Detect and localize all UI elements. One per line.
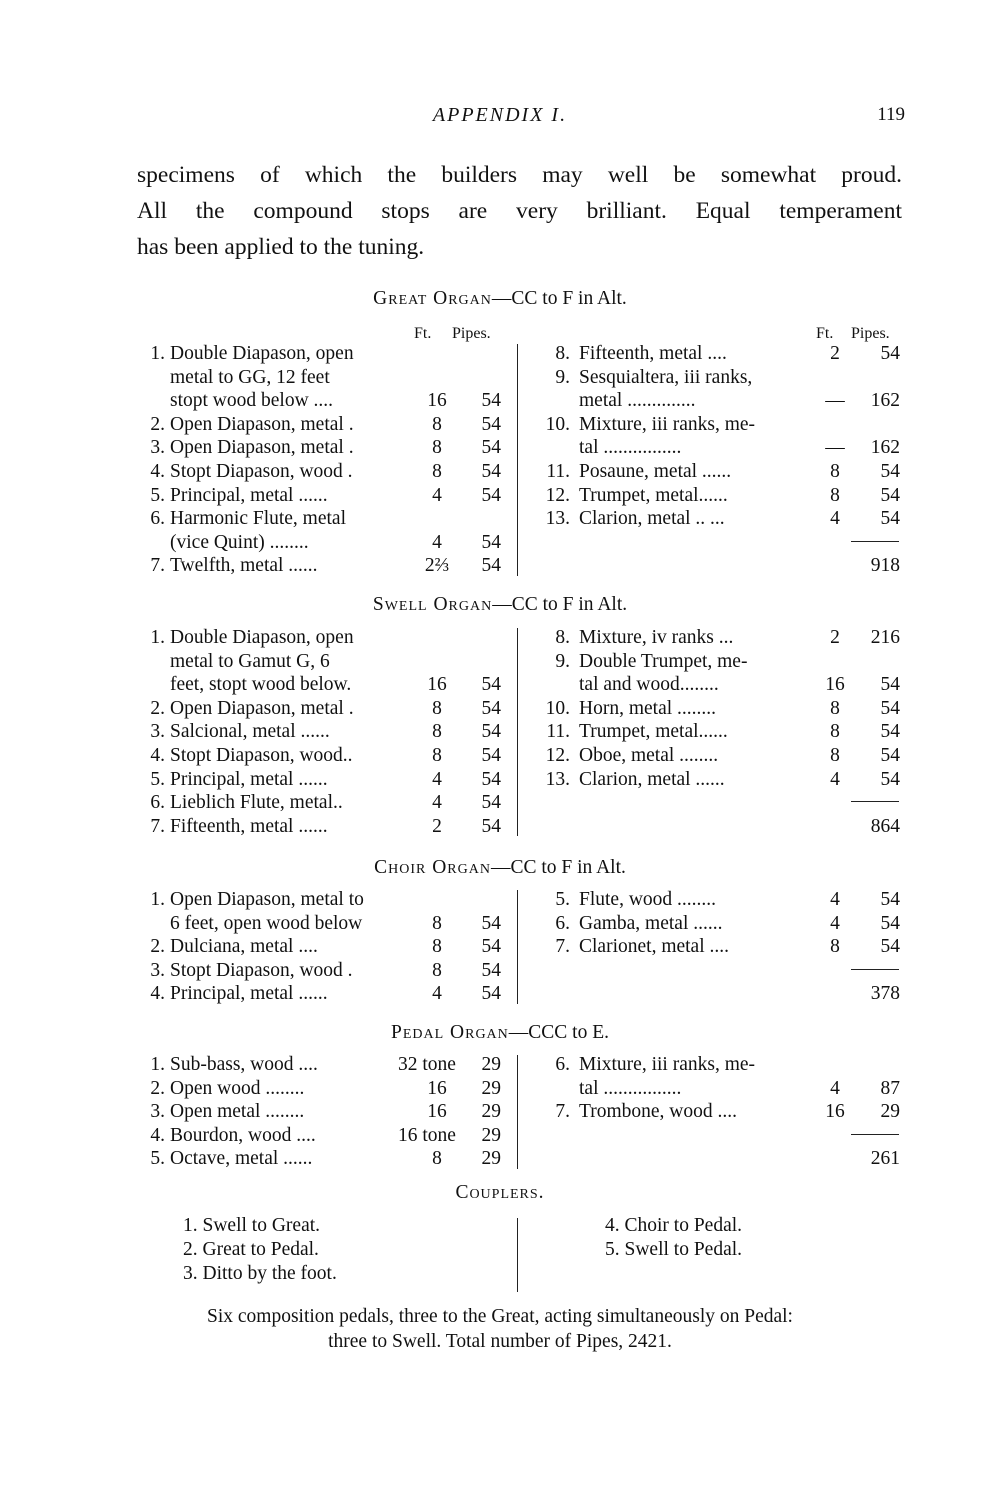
stop-name: tal ................ bbox=[579, 1077, 682, 1099]
pedal-stop-row bbox=[0, 1100, 1000, 1124]
stop-name: 6 feet, open wood below bbox=[170, 912, 363, 934]
stop-number: 10. bbox=[545, 413, 570, 435]
stop-number: 4. bbox=[150, 983, 165, 1005]
stop-name: Double Trumpet, me- bbox=[579, 650, 748, 672]
great-stop-row bbox=[0, 531, 1000, 555]
coupler-item: 2. Great to Pedal. bbox=[183, 1239, 319, 1260]
stop-number: 1. bbox=[150, 1054, 165, 1075]
pedal-column-divider bbox=[517, 1055, 518, 1169]
pedal-stop-row bbox=[0, 1077, 1000, 1101]
stop-number: 2. bbox=[150, 413, 165, 435]
col-ft-left: Ft. bbox=[414, 325, 432, 342]
stop-feet: — bbox=[825, 437, 845, 459]
col-pipes-right: Pipes. bbox=[851, 325, 890, 342]
stop-name: Principal, metal ...... bbox=[170, 983, 328, 1005]
stop-feet: 8 bbox=[432, 697, 442, 719]
stop-name: Open metal ........ bbox=[170, 1101, 305, 1123]
intro-line: has been applied to the tuning. bbox=[137, 234, 425, 260]
great-organ-heading: Great Organ—CC to F in Alt. bbox=[373, 288, 627, 309]
stop-feet: 4 bbox=[830, 1077, 840, 1099]
stop-number: 11. bbox=[546, 721, 570, 743]
stop-pipes: 54 bbox=[481, 983, 501, 1005]
great-stop-row bbox=[0, 366, 1000, 390]
stop-feet: 8 bbox=[432, 936, 442, 958]
stop-feet: 16 bbox=[427, 390, 447, 412]
stop-feet: 8 bbox=[830, 461, 840, 482]
stop-feet: — bbox=[825, 390, 845, 412]
choir-stop-row bbox=[0, 959, 1000, 983]
stop-pipes: 162 bbox=[870, 390, 900, 412]
stop-name: Mixture, iv ranks ... bbox=[579, 627, 734, 648]
stop-name: Dulciana, metal .... bbox=[170, 936, 318, 958]
stop-name: Mixture, iii ranks, me- bbox=[579, 413, 756, 435]
stop-pipes: 54 bbox=[481, 461, 501, 482]
stop-feet: 8 bbox=[432, 437, 442, 459]
page-number: 119 bbox=[877, 104, 905, 125]
great-stop-row bbox=[0, 342, 1000, 366]
couplers-divider bbox=[517, 1218, 518, 1292]
stop-number: 7. bbox=[555, 1101, 570, 1123]
stop-number: 9. bbox=[555, 650, 570, 672]
stop-name: Horn, metal ........ bbox=[579, 697, 717, 719]
stop-number: 3. bbox=[150, 721, 165, 743]
stop-number: 13. bbox=[545, 508, 570, 530]
stop-number: 1. bbox=[150, 627, 165, 648]
stop-pipes: 54 bbox=[880, 343, 900, 364]
stop-name: (vice Quint) ........ bbox=[170, 531, 309, 553]
stop-pipes: 54 bbox=[481, 390, 501, 412]
great-stop-row bbox=[0, 413, 1000, 437]
couplers-right-list bbox=[605, 1214, 742, 1262]
stop-number: 2. bbox=[150, 1077, 165, 1099]
stop-name: feet, stopt wood below. bbox=[170, 674, 352, 696]
stop-pipes: 54 bbox=[481, 484, 501, 506]
stop-name: Open Diapason, metal . bbox=[170, 697, 354, 719]
stop-name: Gamba, metal ...... bbox=[579, 912, 723, 934]
stop-feet: 8 bbox=[432, 959, 442, 981]
stop-pipes: 54 bbox=[880, 745, 900, 766]
stop-pipes: 54 bbox=[880, 697, 900, 719]
choir-total-pipes: 378 bbox=[870, 983, 900, 1005]
stop-name: Stopt Diapason, wood . bbox=[170, 461, 353, 482]
stop-number: 12. bbox=[545, 484, 570, 506]
stop-name: metal .............. bbox=[579, 390, 696, 412]
intro-paragraph bbox=[137, 157, 902, 265]
stop-name: Sub-bass, wood .... bbox=[170, 1054, 318, 1075]
stop-name: Bourdon, wood .... bbox=[170, 1124, 316, 1146]
stop-name: Lieblich Flute, metal.. bbox=[170, 792, 343, 814]
stop-feet: 8 bbox=[432, 912, 442, 934]
swell-stop-row bbox=[0, 626, 1000, 650]
coupler-item: 5. Swell to Pedal. bbox=[605, 1239, 743, 1260]
stop-feet: 8 bbox=[830, 697, 840, 719]
stop-number: 3. bbox=[150, 1101, 165, 1123]
stop-number: 13. bbox=[545, 768, 570, 790]
stop-name: Mixture, iii ranks, me- bbox=[579, 1054, 756, 1075]
stop-pipes: 29 bbox=[481, 1124, 501, 1146]
stop-number: 4. bbox=[150, 1124, 165, 1146]
stop-feet: 16 bbox=[427, 1077, 447, 1099]
col-ft-right: Ft. bbox=[816, 325, 834, 342]
stop-name: Fifteenth, metal ...... bbox=[170, 815, 328, 837]
stop-pipes: 54 bbox=[880, 768, 900, 790]
stop-name: Trumpet, metal...... bbox=[579, 721, 728, 743]
stop-name: Trumpet, metal...... bbox=[579, 484, 728, 506]
stop-number: 7. bbox=[150, 555, 165, 577]
stop-number: 2. bbox=[150, 697, 165, 719]
stop-feet: 16 bbox=[427, 1101, 447, 1123]
stop-name: Double Diapason, open bbox=[170, 343, 354, 364]
pedal-organ-heading: Pedal Organ—CCC to E. bbox=[390, 1022, 610, 1043]
great-stop-row bbox=[0, 389, 1000, 413]
stop-number: 6. bbox=[150, 792, 165, 814]
stop-number: 1. bbox=[150, 343, 165, 364]
stop-name: Flute, wood ........ bbox=[579, 889, 717, 910]
choir-organ-heading: Choir Organ—CC to F in Alt. bbox=[374, 857, 626, 878]
stop-name: Principal, metal ...... bbox=[170, 484, 328, 506]
pedal-total-rule bbox=[851, 1134, 899, 1135]
stop-name: Oboe, metal ........ bbox=[579, 745, 719, 766]
stop-number: 12. bbox=[545, 745, 570, 766]
stop-pipes: 54 bbox=[481, 912, 501, 934]
stop-number: 1. bbox=[150, 889, 165, 910]
stop-number: 10. bbox=[545, 697, 570, 719]
stop-feet: 8 bbox=[830, 936, 840, 958]
swell-stop-row bbox=[0, 768, 1000, 792]
stop-feet: 8 bbox=[432, 721, 442, 743]
stop-feet: 8 bbox=[432, 1148, 442, 1170]
stop-pipes: 29 bbox=[481, 1148, 501, 1170]
stop-pipes: 54 bbox=[880, 936, 900, 958]
footer-line: Six composition pedals, three to the Great, acting simultaneously on Pedal: bbox=[207, 1306, 793, 1327]
stop-feet: 8 bbox=[432, 461, 442, 482]
stop-pipes: 54 bbox=[481, 413, 501, 435]
stop-name: Stopt Diapason, wood . bbox=[170, 959, 353, 981]
swell-stop-row bbox=[0, 650, 1000, 674]
stop-name: Harmonic Flute, metal bbox=[170, 508, 346, 530]
choir-total-rule bbox=[851, 969, 899, 970]
stop-name: Octave, metal ...... bbox=[170, 1148, 313, 1170]
stop-name: Twelfth, metal ...... bbox=[170, 555, 318, 577]
stop-number: 11. bbox=[546, 461, 570, 482]
coupler-item: 3. Ditto by the foot. bbox=[183, 1263, 337, 1284]
stop-feet: 4 bbox=[432, 768, 442, 790]
stop-name: Posaune, metal ...... bbox=[579, 461, 732, 482]
stop-number: 4. bbox=[150, 745, 165, 766]
choir-stop-row bbox=[0, 888, 1000, 912]
swell-stop-row bbox=[0, 720, 1000, 744]
swell-stop-row bbox=[0, 697, 1000, 721]
swell-total-rule bbox=[851, 801, 899, 802]
stop-pipes: 54 bbox=[880, 912, 900, 934]
stop-name: Open wood ........ bbox=[170, 1077, 305, 1099]
coupler-item: 4. Choir to Pedal. bbox=[605, 1215, 743, 1236]
stop-name: Trombone, wood .... bbox=[579, 1101, 737, 1123]
stop-number: 8. bbox=[555, 627, 570, 648]
stop-name: Open Diapason, metal . bbox=[170, 413, 354, 435]
stop-feet: 4 bbox=[432, 792, 442, 814]
stop-number: 5. bbox=[150, 484, 165, 506]
stop-feet: 4 bbox=[432, 983, 442, 1005]
pedal-total-pipes: 261 bbox=[870, 1148, 900, 1170]
couplers-left-list bbox=[183, 1214, 337, 1286]
footer-line: three to Swell. Total number of Pipes, 2421. bbox=[328, 1331, 672, 1352]
stop-pipes: 29 bbox=[481, 1101, 501, 1123]
stop-name: Double Diapason, open bbox=[170, 627, 354, 648]
stop-name: Fifteenth, metal .... bbox=[579, 343, 727, 364]
great-stop-row bbox=[0, 507, 1000, 531]
stop-feet: 4 bbox=[432, 531, 442, 553]
swell-stop-row bbox=[0, 744, 1000, 768]
swell-stop-row bbox=[0, 673, 1000, 697]
great-stop-row bbox=[0, 484, 1000, 508]
stop-feet: 8 bbox=[830, 484, 840, 506]
stop-pipes: 54 bbox=[481, 674, 501, 696]
swell-stop-row bbox=[0, 791, 1000, 815]
stop-feet: 4 bbox=[432, 484, 442, 506]
stop-feet: 8 bbox=[830, 721, 840, 743]
stop-feet: 16 bbox=[825, 674, 845, 696]
stop-pipes: 54 bbox=[481, 721, 501, 743]
stop-number: 7. bbox=[150, 815, 165, 837]
stop-feet: 16 tone bbox=[398, 1124, 456, 1146]
coupler-item: 1. Swell to Great. bbox=[183, 1215, 321, 1236]
stop-pipes: 54 bbox=[481, 531, 501, 553]
stop-pipes: 54 bbox=[880, 889, 900, 910]
choir-stop-row bbox=[0, 912, 1000, 936]
stop-feet: 16 bbox=[825, 1101, 845, 1123]
stop-feet: 4 bbox=[830, 508, 840, 530]
stop-number: 2. bbox=[150, 936, 165, 958]
stop-pipes: 87 bbox=[880, 1077, 900, 1099]
couplers-heading: Couplers. bbox=[455, 1182, 545, 1203]
stop-pipes: 216 bbox=[870, 627, 900, 648]
great-total-pipes: 918 bbox=[870, 555, 900, 577]
stop-pipes: 29 bbox=[481, 1054, 501, 1075]
stop-pipes: 54 bbox=[481, 768, 501, 790]
footer-note bbox=[0, 1304, 1000, 1354]
running-header-title: APPENDIX I. bbox=[432, 104, 568, 126]
choir-column-divider bbox=[517, 890, 518, 1004]
great-stop-row bbox=[0, 460, 1000, 484]
stop-name: Clarionet, metal .... bbox=[579, 936, 730, 958]
intro-line: All the compound stops are very brilliant. Equal temperament bbox=[137, 198, 902, 224]
stop-pipes: 54 bbox=[481, 555, 501, 577]
stop-feet: 4 bbox=[830, 912, 840, 934]
swell-column-divider bbox=[517, 628, 518, 836]
swell-organ-heading: Swell Organ—CC to F in Alt. bbox=[372, 594, 628, 615]
great-total-rule bbox=[851, 541, 899, 542]
stop-feet: 16 bbox=[427, 674, 447, 696]
stop-number: 6. bbox=[150, 508, 165, 530]
stop-name: Clarion, metal ...... bbox=[579, 768, 725, 790]
stop-pipes: 54 bbox=[481, 437, 501, 459]
stop-name: Principal, metal ...... bbox=[170, 768, 328, 790]
stop-number: 5. bbox=[150, 768, 165, 790]
stop-feet: 4 bbox=[830, 768, 840, 790]
stop-name: stopt wood below .... bbox=[170, 390, 334, 412]
stop-number: 6. bbox=[555, 912, 570, 934]
stop-feet: 2 bbox=[830, 343, 840, 364]
stop-pipes: 54 bbox=[481, 936, 501, 958]
stop-number: 3. bbox=[150, 437, 165, 459]
stop-name: metal to Gamut G, 6 bbox=[170, 650, 330, 672]
stop-number: 5. bbox=[150, 1148, 165, 1170]
stop-pipes: 54 bbox=[481, 745, 501, 766]
stop-feet: 2 bbox=[432, 815, 442, 837]
pedal-stop-row bbox=[0, 1124, 1000, 1148]
stop-feet: 32 tone bbox=[398, 1054, 456, 1075]
stop-name: Stopt Diapason, wood.. bbox=[170, 745, 353, 766]
stop-pipes: 54 bbox=[880, 484, 900, 506]
pedal-stop-row bbox=[0, 1053, 1000, 1077]
stop-number: 7. bbox=[555, 936, 570, 958]
stop-number: 3. bbox=[150, 959, 165, 981]
stop-pipes: 29 bbox=[880, 1101, 900, 1123]
stop-feet: 8 bbox=[432, 413, 442, 435]
stop-number: 4. bbox=[150, 461, 165, 482]
stop-pipes: 54 bbox=[880, 674, 900, 696]
stop-pipes: 54 bbox=[481, 792, 501, 814]
great-stop-row bbox=[0, 436, 1000, 460]
stop-name: Sesquialtera, iii ranks, bbox=[579, 366, 753, 388]
stop-pipes: 54 bbox=[880, 461, 900, 482]
stop-feet: 2⅔ bbox=[424, 555, 450, 577]
great-column-divider bbox=[517, 344, 518, 576]
stop-name: Clarion, metal .. ... bbox=[579, 508, 725, 530]
stop-number: 6. bbox=[555, 1054, 570, 1075]
stop-pipes: 54 bbox=[880, 508, 900, 530]
stop-pipes: 162 bbox=[870, 437, 900, 459]
stop-pipes: 54 bbox=[481, 697, 501, 719]
col-pipes-left: Pipes. bbox=[452, 325, 491, 342]
swell-total-pipes: 864 bbox=[870, 815, 900, 837]
choir-stop-row bbox=[0, 935, 1000, 959]
stop-number: 5. bbox=[555, 889, 570, 910]
stop-name: metal to GG, 12 feet bbox=[170, 366, 330, 388]
stop-number: 8. bbox=[555, 343, 570, 364]
stop-name: Open Diapason, metal to bbox=[170, 889, 364, 910]
intro-line: specimens of which the builders may well be somewhat proud. bbox=[137, 162, 902, 188]
stop-feet: 8 bbox=[432, 745, 442, 766]
stop-name: Open Diapason, metal . bbox=[170, 437, 354, 459]
stop-pipes: 54 bbox=[481, 959, 501, 981]
stop-feet: 4 bbox=[830, 889, 840, 910]
stop-pipes: 29 bbox=[481, 1077, 501, 1099]
stop-pipes: 54 bbox=[481, 815, 501, 837]
stop-feet: 8 bbox=[830, 745, 840, 766]
stop-name: Salcional, metal ...... bbox=[170, 721, 330, 743]
stop-number: 9. bbox=[555, 366, 570, 388]
stop-feet: 2 bbox=[830, 627, 840, 648]
stop-name: tal and wood........ bbox=[579, 674, 719, 696]
stop-pipes: 54 bbox=[880, 721, 900, 743]
stop-name: tal ................ bbox=[579, 437, 682, 459]
